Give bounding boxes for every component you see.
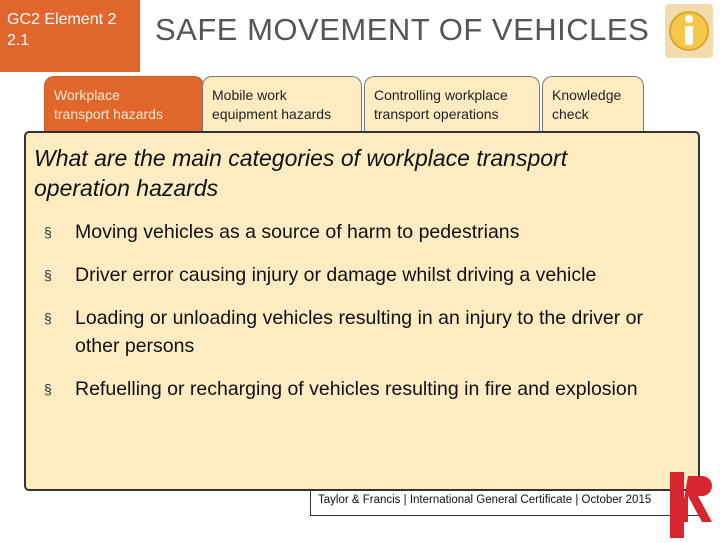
- tab-workplace-transport-hazards[interactable]: [44, 76, 204, 134]
- bullet-icon: §: [44, 381, 52, 397]
- badge-line-2: 2.1: [7, 32, 30, 49]
- element-badge: [0, 0, 140, 72]
- info-i-icon: [665, 4, 713, 58]
- question-heading: [34, 143, 704, 203]
- tab-label-line-1: Knowledge: [552, 87, 622, 103]
- slide-title: SAFE MOVEMENT OF VEHICLES: [155, 12, 650, 47]
- question-line-1: What are the main categories of workplace transport: [34, 145, 568, 171]
- tab-knowledge-check[interactable]: [542, 76, 644, 134]
- list-item-text: Driver error causing injury or damage whilst driving a vehicle: [75, 264, 597, 286]
- list-item-text: Refuelling or recharging of vehicles resulting in fire and explosion: [75, 378, 638, 400]
- badge-line-1: GC2 Element 2: [7, 11, 117, 28]
- list-item-text: Moving vehicles as a source of harm to pedestrians: [75, 221, 520, 243]
- question-line-2: operation hazards: [34, 175, 219, 201]
- tab-controlling-workplace-transport[interactable]: [364, 76, 540, 134]
- tab-label-line-1: Mobile work: [212, 87, 287, 103]
- list-item: [44, 304, 684, 360]
- footer-credit: Taylor & Francis | International General Certificate | October 2015: [318, 494, 652, 506]
- tab-mobile-work-equipment-hazards[interactable]: [202, 76, 362, 134]
- list-item: [44, 375, 684, 403]
- tab-label-line-1: Workplace: [54, 87, 120, 103]
- list-item: [44, 261, 684, 289]
- bullet-icon: §: [44, 224, 52, 240]
- tab-label-line-1: Controlling workplace: [374, 87, 508, 103]
- routledge-logo-icon: [670, 470, 714, 538]
- list-item: [44, 218, 684, 246]
- tab-label-line-2: check: [552, 106, 589, 122]
- list-item-text: Loading or unloading vehicles resulting in an injury to the driver or other persons: [75, 307, 644, 357]
- bullet-icon: §: [44, 267, 52, 283]
- tab-label-line-2: transport operations: [374, 106, 499, 122]
- tab-label-line-2: equipment hazards: [212, 106, 332, 122]
- tab-label-line-2: transport hazards: [54, 106, 163, 122]
- bullet-icon: §: [44, 310, 52, 326]
- hazard-list: [44, 218, 684, 418]
